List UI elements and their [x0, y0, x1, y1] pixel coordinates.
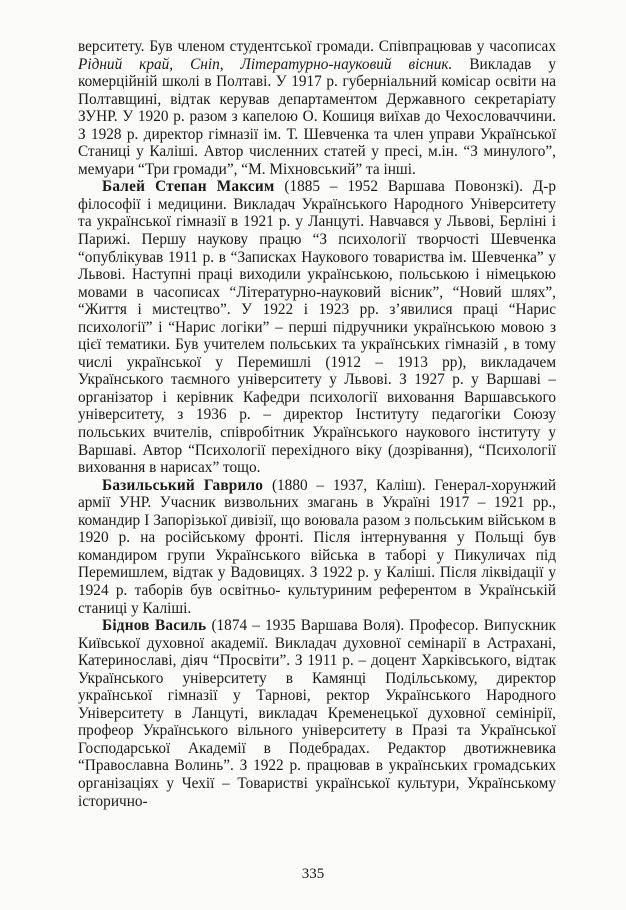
body-text: [78, 38, 556, 810]
page-number: 335: [301, 866, 325, 882]
intro-periodicals: Рідний край, Сніп, Літературно-науковий вісник.: [78, 55, 453, 73]
intro-text-part1: верситету. Був членом студентської громади. Співпрацював у часописах: [78, 38, 556, 55]
entry-name: Балей Степан Максим: [102, 178, 275, 196]
entry-text: (1880 – 1937, Каліш). Генерал-хорунжий армії УНР. Учасник визвольних змагань в Україні 1917 – 1921 рр., командир І Запорізької дивізії, що воювала разом з польським військом в 1920 р. на російському фронті. Після інтернування у Польщі був командиром групи Українського війська в таборі у Пикуличах під Перемишлем, відтак у Вадовицях. З 1922 р. у Каліші. Після ліквідації у 1924 р. таборів був освітньо- культуриним референтом в Українській станиці у Каліші.: [78, 476, 557, 617]
intro-text-part2: Викладав у комерційній школі в Полтаві. У 1917 р. губерніальний комісар освіти на Полтавщині, відтак керував департаментом Державного секретаріату ЗУНР. У 1920 р. разом з капелою О. Кошиця виїхав до Чехословаччини. З 1928 р. директор гімназії ім. Т. Шевченка та член управи Української Станиці у Каліші. Автор численних статей у пресі, м.ін. “З минулого”, мемуари “Три громади”, “М. Міхновський” та інші.: [78, 55, 556, 178]
entry-name: Базильський Гаврило: [102, 476, 264, 494]
entry-baley: [78, 178, 556, 476]
entry-bazylsky: [78, 477, 556, 617]
entry-bidnov: [78, 617, 556, 810]
entry-text: (1885 – 1952 Варшава Повонзкі). Д-р філософії і медицини. Викладач Українського Народного Університету та української гімназії в 1921 р. у Ланцуті. Навчався у Львові, Берліні і Парижі. Першу наукову працю “З психології творчості Шевченка “опублікував 1911 р. в “Записках Наукового товариства ім. Шевченка” у Львові. Наступні праці виходили українською, польською і німецькою мовами в часописах “Літературно-науковий вісник”, “Новий шлях”, “Життя і мистецтво”. У 1922 і 1923 рр. з’явилися праці “Нарис психології” і “Нарис логіки” – перші підручники українською мовою з цієї тематики. Був учителем польських та українських гімназій , в тому числі української у Перемишлі (1912 – 1913 рр), викладачем Українського таємного університету у Львові. З 1927 р. у Варшаві – організатор і керівник Кафедри психології виховання Варшавського університету, з 1936 р. – директор Інституту педагогіки Союзу польських вчителів, співробітник Українського наукового інституту у Варшаві. Автор “Психології перехідного віку (дозрівання), “Психології виховання в нарисах” тощо.: [78, 178, 556, 477]
intro-paragraph: [78, 38, 556, 178]
entry-name: Біднов Василь: [102, 617, 207, 635]
entry-text: (1874 – 1935 Варшава Воля). Професор. Випускник Київської духовної академії. Викладач духовної семінарії в Астрахані, Катеринославі, діяч “Просвіти”. З 1911 р. – доцент Харківського, відтак Українського університету в Камянці Подільському, директор української гімназії у Тарнові, ректор Українського Народного Університету в Ланцуті, викладач Кременецької духовної семінірії, профеор Українського вільного університету в Празі та Української Господарської Академії в Подебрадах. Редактор двотижневика “Православна Волинь”. З 1922 р. працював в українських громадських організаціях у Чехії – Товаристві української культури, Українському історично-: [78, 617, 557, 810]
